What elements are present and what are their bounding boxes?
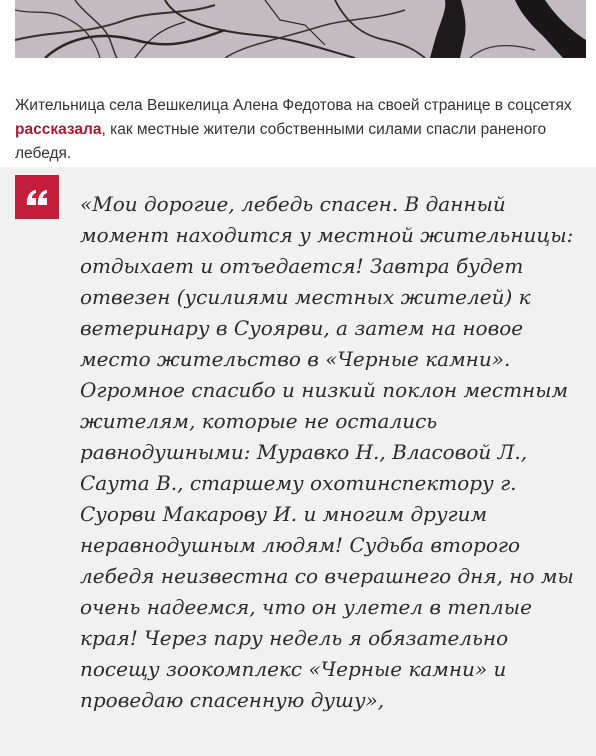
caption-text-after: , как местные жители собственными силами спасли раненого лебедя.	[15, 120, 547, 162]
photo-caption	[15, 94, 575, 166]
quote-marks-icon	[15, 175, 59, 219]
caption-link[interactable]: рассказала	[15, 120, 102, 138]
caption-text-before: Жительница села Вешкелица Алена Федотова на своей странице в соцсетях	[15, 96, 572, 114]
blockquote	[0, 167, 596, 756]
tree-branches-photo	[15, 0, 586, 58]
quote-text: «Мои дорогие, лебедь спасен. В данный момент находится у местной жительницы: отдыхает и отъедается! Завтра будет отвезен (усилиями местных жителей) к ветеринару в Суоярви, а затем на новое место жительство в «Черные камни». Огромное спасибо и низкий поклон местным жителям, которые не остались равнодушными: Муравко Н., Власовой Л., Саута В., старшему охотинспектору г. Суорви Макарову И. и многим другим неравнодушным людям! Судьба второго лебедя неизвестна со вчерашнего дня, но мы очень надеемся, что он улетел в теплые края! Через пару недель я обязательно посещу зоокомплекс «Черные камни» и проведаю спасенную душу»,	[80, 192, 574, 712]
article-photo	[15, 0, 586, 58]
